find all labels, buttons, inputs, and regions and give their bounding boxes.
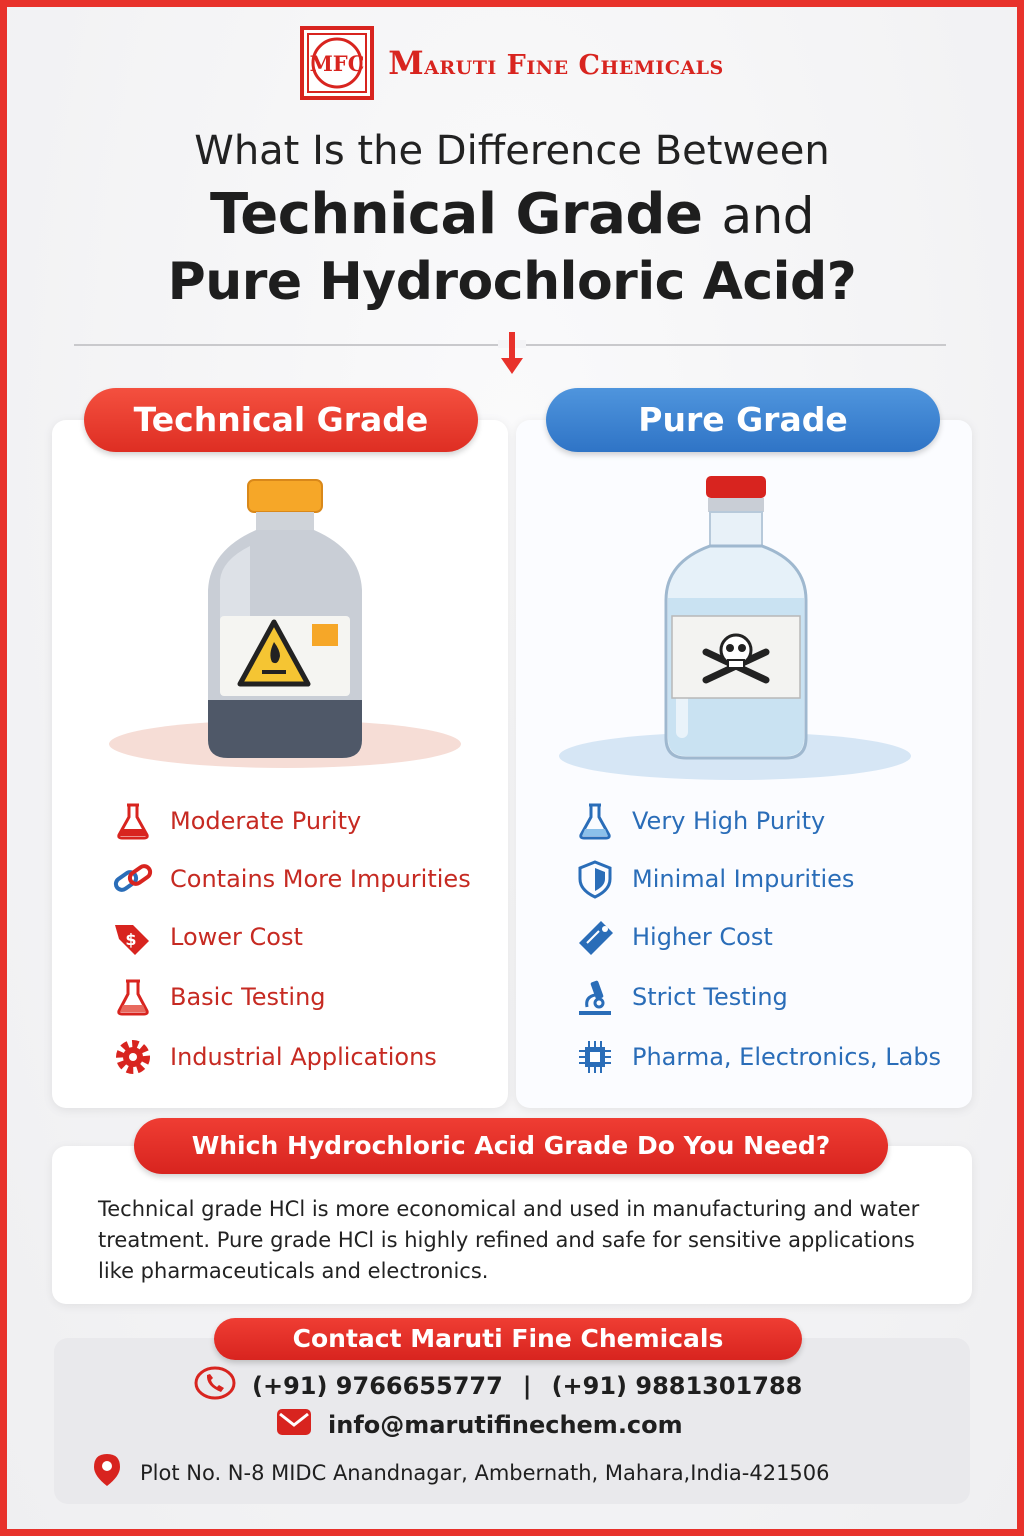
feature-label: Contains More Impurities [170,865,471,893]
feature-label: Strict Testing [632,983,788,1011]
dollar-tag-icon [110,914,156,960]
price-tag-icon [572,914,618,960]
phone-separator: | [522,1372,532,1400]
technical-feature-0 [110,798,361,844]
contact-email-row [276,1408,683,1442]
contact-heading: Contact Maruti Fine Chemicals [214,1318,802,1360]
title-line-1: What Is the Difference Between [194,128,830,174]
technical-feature-2 [110,914,303,960]
feature-label: Very High Purity [632,807,826,835]
feature-label: Minimal Impurities [632,865,855,893]
phone-number-2[interactable]: (+91) 9881301788 [551,1372,803,1400]
pure-grade-heading: Pure Grade [546,388,940,452]
email-link[interactable]: info@marutifinechem.com [328,1411,683,1439]
technical-feature-4 [110,1034,437,1080]
pure-feature-1 [572,856,854,902]
pure-feature-4 [572,1034,941,1080]
address-text: Plot No. N-8 MIDC Anandnagar, Ambernath, Mahara,India-421506 [140,1460,830,1485]
microscope-icon [572,974,618,1020]
gear-icon [110,1034,156,1080]
technical-feature-1 [110,856,471,902]
location-pin-icon [90,1452,124,1493]
down-arrow-icon [498,328,526,378]
feature-label: Basic Testing [170,983,326,1011]
brand-name: Maruti Fine Chemicals [388,44,724,82]
title-technical-grade: Technical Grade [209,182,703,247]
title-line-2 [0,182,1024,247]
mfc-logo [300,26,374,100]
flask-icon [110,798,156,844]
flask-icon [572,798,618,844]
chain-link-icon [110,856,156,902]
contact-phone-row [194,1366,802,1406]
question-heading: Which Hydrochloric Acid Grade Do You Need? [134,1118,888,1174]
contact-address-row [90,1452,830,1493]
pure-feature-3 [572,974,788,1020]
logo-text: MFC [309,51,365,76]
technical-feature-3 [110,974,326,1020]
question-body: Technical grade HCl is more economical and used in manufacturing and water treatment. Pure grade HCl is highly refined and safe for sensitive applications like pharmaceuticals and electronics. [98,1197,920,1283]
chip-icon [572,1034,618,1080]
phone-number-1[interactable]: (+91) 9766655777 [252,1372,503,1400]
pure-bottle-image [552,470,922,780]
svg-text:$: $ [125,930,137,949]
title-and: and [721,187,815,245]
brand-header [0,26,1024,100]
title-line-3: Pure Hydrochloric Acid? [167,252,857,312]
shield-icon [572,856,618,902]
feature-label: Higher Cost [632,923,773,951]
technical-grade-heading: Technical Grade [84,388,478,452]
technical-bottle-image [100,470,470,770]
pure-feature-2 [572,914,773,960]
beaker-icon [110,974,156,1020]
phone-icon [194,1366,236,1406]
feature-label: Lower Cost [170,923,303,951]
pure-feature-0 [572,798,825,844]
feature-label: Industrial Applications [170,1043,437,1071]
feature-label: Pharma, Electronics, Labs [632,1043,942,1071]
feature-label: Moderate Purity [170,807,362,835]
envelope-icon [276,1408,312,1442]
